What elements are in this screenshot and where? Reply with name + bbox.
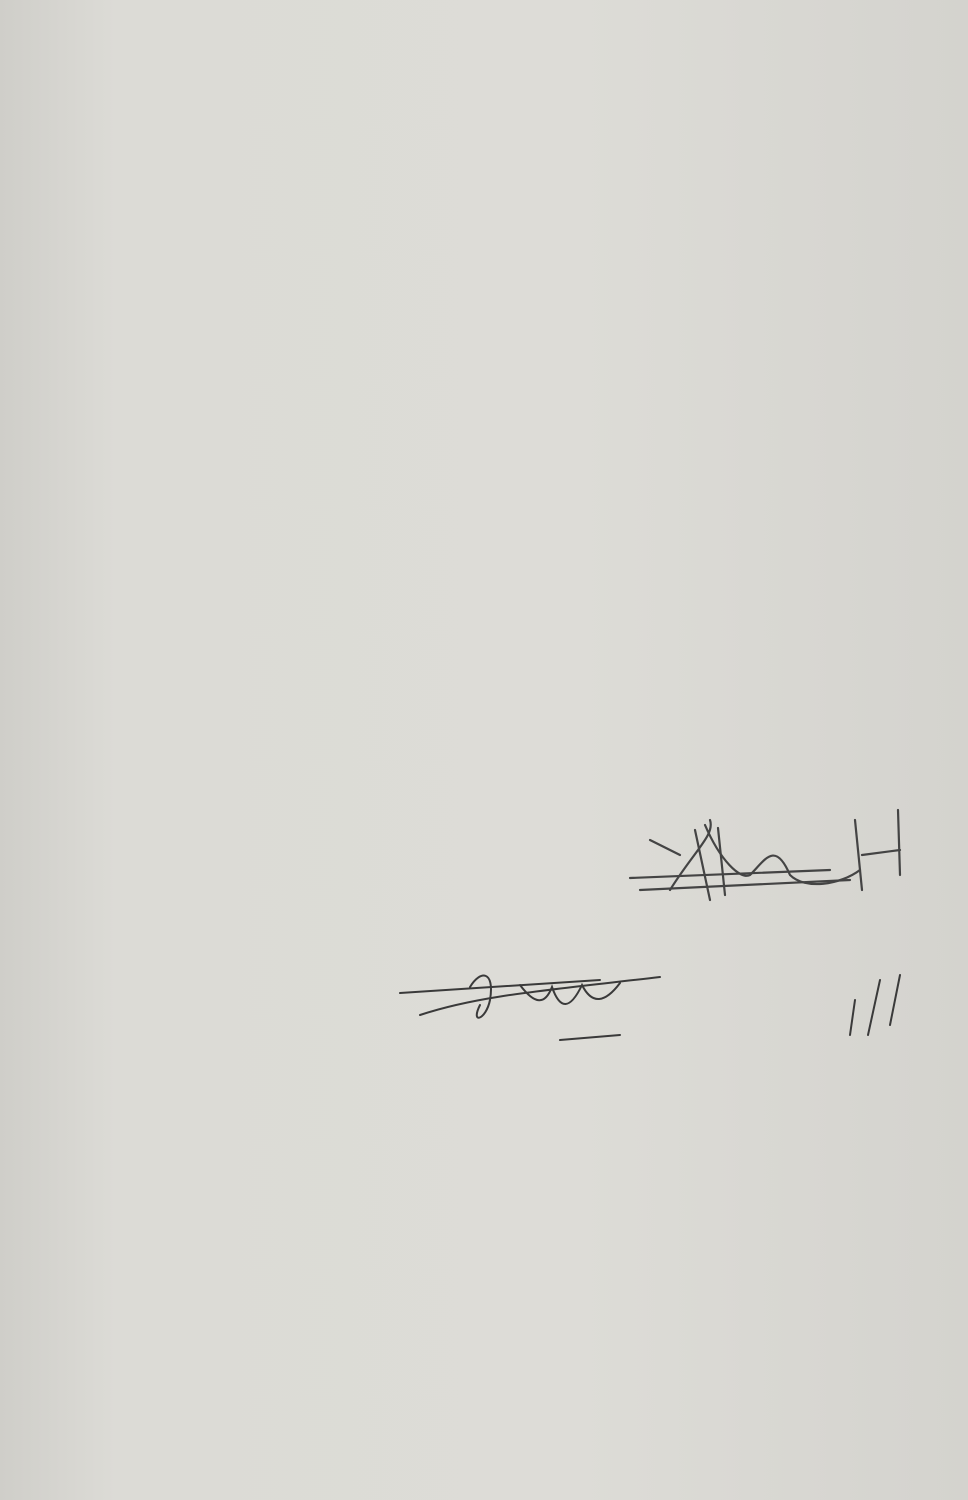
pencil-scribble-top bbox=[600, 780, 920, 920]
pencil-scribble-bottom bbox=[320, 965, 920, 1060]
